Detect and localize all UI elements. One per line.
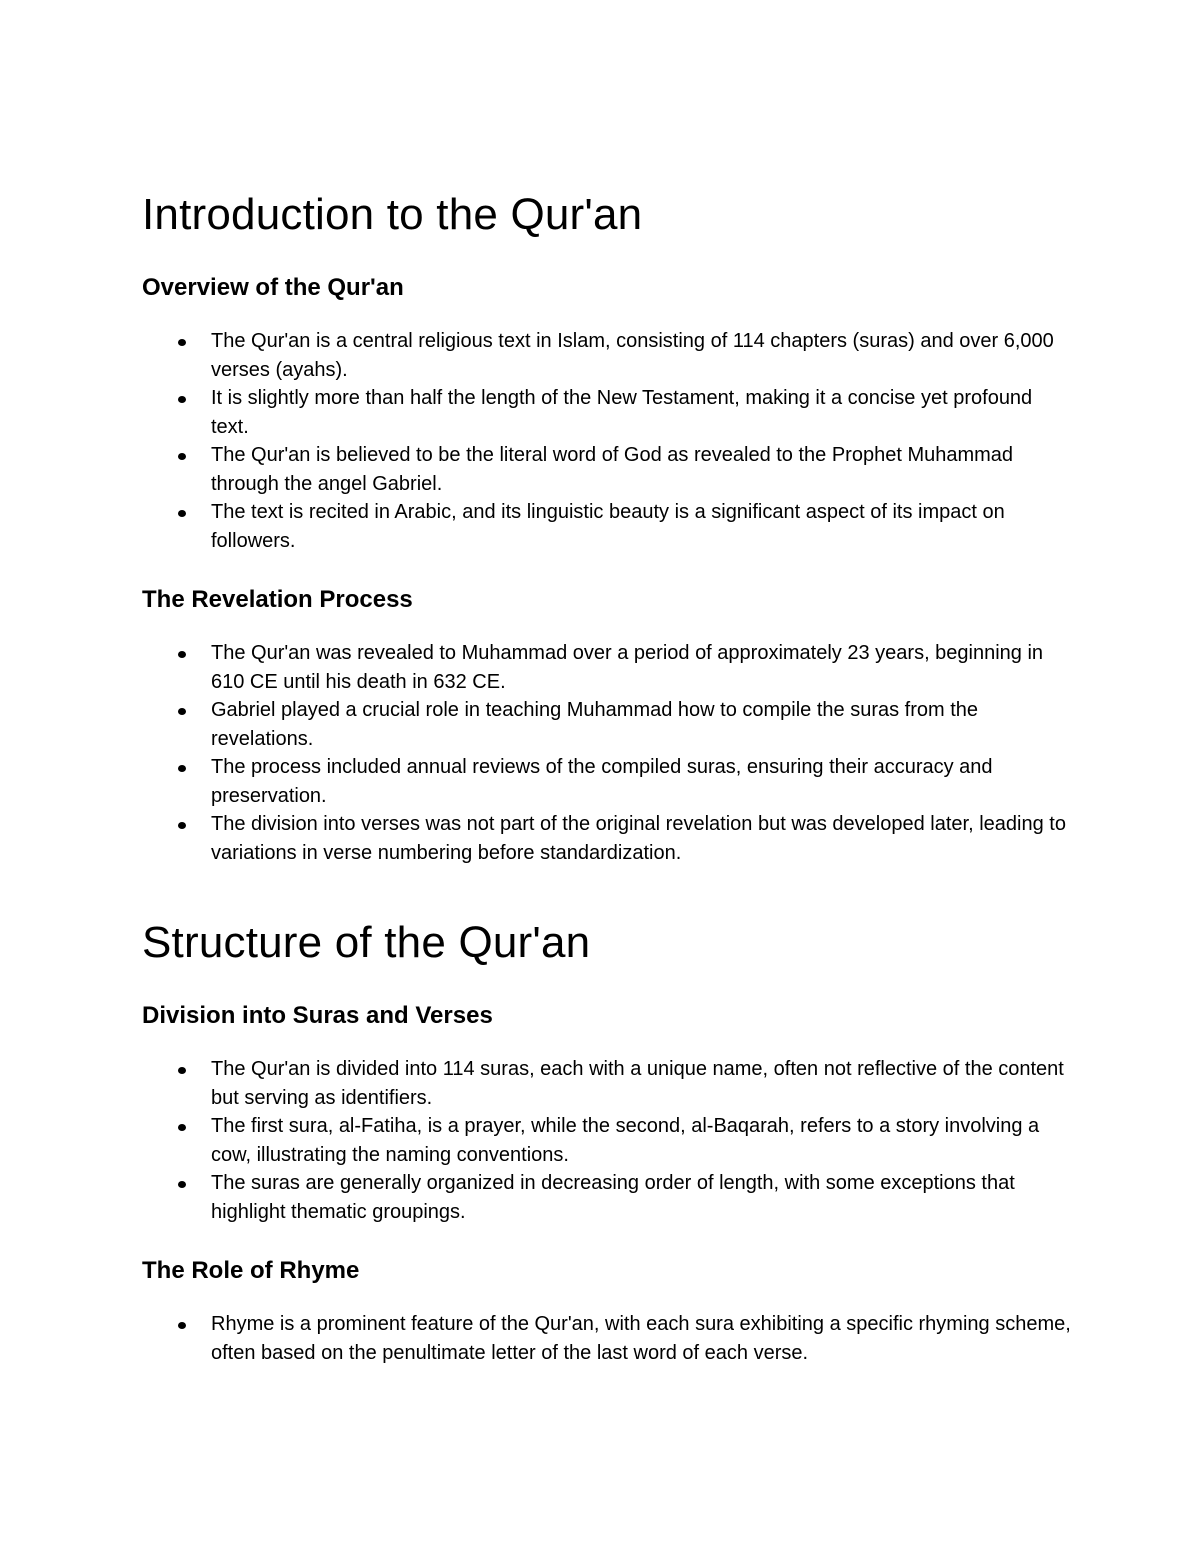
list-item-text: The Qur'an was revealed to Muhammad over a period of approximately 23 years, beginning in 610 CE until his death in 632 CE. bbox=[211, 642, 1044, 693]
list-item bbox=[142, 753, 1072, 810]
bullet-list-rhyme bbox=[142, 1310, 1072, 1367]
list-item bbox=[142, 1310, 1072, 1367]
bullet-icon bbox=[178, 1322, 186, 1329]
list-item bbox=[142, 810, 1072, 867]
list-item bbox=[142, 441, 1072, 498]
list-item-text: The Qur'an is a central religious text in Islam, consisting of 114 chapters (suras) and over 6,000 verses (ayahs). bbox=[211, 330, 1054, 381]
bullet-icon bbox=[178, 1067, 186, 1074]
subsection-heading-division: Division into Suras and Verses bbox=[142, 1002, 493, 1029]
document-content bbox=[142, 189, 1072, 1367]
subsection-heading-overview: Overview of the Qur'an bbox=[142, 274, 404, 301]
bullet-icon bbox=[178, 651, 186, 658]
subsection-heading-revelation: The Revelation Process bbox=[142, 586, 413, 613]
list-item bbox=[142, 327, 1072, 384]
list-item-text: Gabriel played a crucial role in teaching Muhammad how to compile the suras from the revelations. bbox=[211, 699, 979, 750]
section-title-structure: Structure of the Qur'an bbox=[142, 918, 591, 967]
list-item bbox=[142, 1055, 1072, 1112]
bullet-icon bbox=[178, 396, 186, 403]
bullet-icon bbox=[178, 453, 186, 460]
list-item-text: It is slightly more than half the length of the New Testament, making it a concise yet profound text. bbox=[211, 387, 1033, 438]
list-item bbox=[142, 696, 1072, 753]
bullet-icon bbox=[178, 822, 186, 829]
list-item-text: The Qur'an is divided into 114 suras, each with a unique name, often not reflective of the content but serving as identifiers. bbox=[211, 1058, 1064, 1109]
bullet-icon bbox=[178, 708, 186, 715]
list-item bbox=[142, 384, 1072, 441]
bullet-list-revelation bbox=[142, 639, 1072, 867]
list-item-text: The first sura, al-Fatiha, is a prayer, while the second, al-Baqarah, refers to a story involving a cow, illustrating the naming conventions. bbox=[211, 1115, 1040, 1166]
bullet-icon bbox=[178, 1181, 186, 1188]
bullet-icon bbox=[178, 1124, 186, 1131]
bullet-icon bbox=[178, 765, 186, 772]
list-item-text: The suras are generally organized in decreasing order of length, with some exceptions that highlight thematic groupings. bbox=[211, 1172, 1015, 1223]
bullet-icon bbox=[178, 510, 186, 517]
list-item bbox=[142, 639, 1072, 696]
list-item-text: Rhyme is a prominent feature of the Qur'an, with each sura exhibiting a specific rhyming scheme, often based on the penultimate letter of the last word of each verse. bbox=[211, 1313, 1071, 1364]
list-item bbox=[142, 1112, 1072, 1169]
bullet-icon bbox=[178, 339, 186, 346]
bullet-list-overview bbox=[142, 327, 1072, 555]
list-item-text: The division into verses was not part of the original revelation but was developed later, leading to variations in verse numbering before standardization. bbox=[211, 813, 1066, 864]
list-item-text: The Qur'an is believed to be the literal word of God as revealed to the Prophet Muhammad through the angel Gabriel. bbox=[211, 444, 1014, 495]
list-item bbox=[142, 1169, 1072, 1226]
list-item-text: The text is recited in Arabic, and its linguistic beauty is a significant aspect of its impact on followers. bbox=[211, 501, 1005, 552]
list-item-text: The process included annual reviews of the compiled suras, ensuring their accuracy and preservation. bbox=[211, 756, 993, 807]
subsection-heading-rhyme: The Role of Rhyme bbox=[142, 1257, 360, 1284]
section-title-introduction: Introduction to the Qur'an bbox=[142, 190, 643, 239]
bullet-list-division bbox=[142, 1055, 1072, 1226]
list-item bbox=[142, 498, 1072, 555]
